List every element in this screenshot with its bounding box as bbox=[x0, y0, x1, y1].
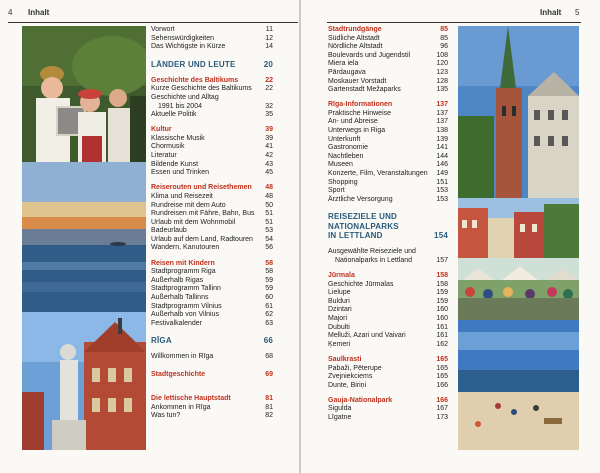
toc-entry-title: Rundreisen mit Fähre, Bahn, Bus bbox=[151, 210, 255, 218]
toc-entry-title: Das Wichtigste in Kürze bbox=[151, 43, 226, 51]
toc-entry-title: Nördliche Altstadt bbox=[328, 43, 383, 51]
toc-entry-title: Boulevards und Jugendstil bbox=[328, 51, 411, 59]
toc-entry-page: 85 bbox=[440, 26, 448, 33]
toc-entry-title: Ausgewählte Reiseziele und bbox=[328, 248, 416, 256]
toc-section-heading[interactable] bbox=[151, 395, 273, 404]
toc-entry-title: Reisen mit Kindern bbox=[151, 259, 215, 267]
toc-chapter-heading[interactable] bbox=[151, 337, 273, 347]
toc-entry-page: 39 bbox=[265, 134, 273, 142]
toc-section-heading[interactable] bbox=[328, 26, 448, 35]
toc-entry-page: 11 bbox=[265, 26, 273, 33]
toc-entry-title: Was tun? bbox=[151, 412, 181, 420]
toc-entry-page: 158 bbox=[436, 272, 448, 280]
left-page-number: 4 bbox=[8, 8, 13, 17]
toc-entry-page: 159 bbox=[436, 297, 448, 305]
toc-entry[interactable] bbox=[151, 303, 273, 312]
toc-entry[interactable] bbox=[328, 110, 448, 119]
toc-entry-page: 51 bbox=[265, 218, 273, 226]
toc-entry-title: Melluži, Azari und Vaivari bbox=[328, 332, 406, 340]
toc-entry-page: 54 bbox=[265, 235, 273, 243]
toc-entry-title: NATIONALPARKS bbox=[328, 221, 399, 231]
toc-entry-page: 81 bbox=[265, 403, 273, 411]
toc-entry[interactable] bbox=[151, 404, 273, 413]
toc-entry[interactable] bbox=[151, 26, 273, 35]
toc-entry-title: LÄNDER UND LEUTE bbox=[151, 59, 236, 69]
toc-entry[interactable] bbox=[151, 244, 273, 253]
toc-chapter-heading[interactable] bbox=[328, 232, 448, 242]
toc-right bbox=[328, 26, 448, 423]
toc-entry-page: 45 bbox=[265, 169, 273, 177]
toc-entry[interactable] bbox=[151, 227, 273, 236]
toc-entry[interactable] bbox=[328, 414, 448, 423]
toc-entry-page: 128 bbox=[436, 77, 448, 85]
toc-entry-page: 162 bbox=[436, 340, 448, 348]
toc-entry-page: 159 bbox=[436, 289, 448, 297]
toc-entry-title: Stadtprogramm Riga bbox=[151, 268, 216, 276]
toc-entry-page: 173 bbox=[436, 413, 448, 421]
toc-entry-page: 160 bbox=[436, 306, 448, 314]
toc-entry-page: 62 bbox=[265, 311, 273, 319]
toc-entry-title: Museen bbox=[328, 161, 353, 169]
toc-entry-page: 96 bbox=[440, 43, 448, 51]
left-header-rule bbox=[8, 22, 298, 23]
toc-entry-title: Urlaub auf dem Land, Radtouren bbox=[151, 235, 253, 243]
toc-entry[interactable] bbox=[328, 69, 448, 78]
toc-entry-page: 32 bbox=[265, 102, 273, 110]
toc-entry-title: Badeurlaub bbox=[151, 227, 187, 235]
toc-entry-title: Bulduri bbox=[328, 297, 350, 305]
toc-entry[interactable] bbox=[328, 161, 448, 170]
toc-entry[interactable] bbox=[151, 152, 273, 161]
toc-entry[interactable] bbox=[328, 78, 448, 87]
toc-entry-title: Stadtrundgänge bbox=[328, 26, 382, 33]
toc-entry[interactable] bbox=[328, 248, 448, 257]
toc-entry[interactable] bbox=[328, 52, 448, 61]
toc-entry-page: 165 bbox=[436, 355, 448, 363]
toc-entry[interactable] bbox=[328, 257, 448, 266]
toc-entry-page: 42 bbox=[265, 152, 273, 160]
toc-entry-title: RĪGA bbox=[151, 336, 172, 346]
photo-blackheads-house bbox=[22, 312, 146, 450]
toc-entry-title: Nationalparks in Lettland bbox=[335, 256, 413, 264]
toc-entry-page: 50 bbox=[265, 201, 273, 209]
toc-entry-title: Moskauer Vorstadt bbox=[328, 77, 387, 85]
toc-entry[interactable] bbox=[151, 85, 273, 94]
toc-entry-title: Unterkunft bbox=[328, 135, 361, 143]
toc-entry[interactable] bbox=[328, 127, 448, 136]
toc-left bbox=[151, 26, 273, 421]
toc-entry[interactable] bbox=[328, 298, 448, 307]
toc-entry-page: 123 bbox=[436, 68, 448, 76]
left-page-header: Inhalt bbox=[28, 8, 50, 17]
toc-entry-page: 161 bbox=[436, 323, 448, 331]
toc-entry[interactable] bbox=[151, 285, 273, 294]
toc-entry-page: 58 bbox=[265, 268, 273, 276]
toc-entry-title: Ärztliche Versorgung bbox=[328, 195, 393, 203]
toc-entry-title: Rīga-Informationen bbox=[328, 101, 393, 109]
toc-entry-page: 161 bbox=[436, 332, 448, 340]
toc-entry-title: Südliche Altstadt bbox=[328, 34, 380, 42]
photo-jurmala-beach bbox=[458, 320, 579, 450]
toc-entry-title: Pabaži, Pēterupe bbox=[328, 364, 382, 372]
toc-entry-page: 20 bbox=[263, 59, 273, 69]
toc-entry[interactable] bbox=[328, 315, 448, 324]
toc-entry-page: 48 bbox=[265, 192, 273, 200]
toc-entry-page: 48 bbox=[265, 184, 273, 192]
toc-entry-title: Essen und Trinken bbox=[151, 169, 209, 177]
toc-entry-title: Klassische Musik bbox=[151, 134, 205, 142]
toc-entry[interactable] bbox=[151, 236, 273, 245]
toc-entry-page: 69 bbox=[265, 370, 273, 378]
toc-entry-title: Geschichte und Alltag bbox=[151, 93, 219, 101]
toc-chapter-heading[interactable] bbox=[151, 61, 273, 71]
toc-section-heading[interactable] bbox=[151, 184, 273, 193]
toc-section-heading[interactable] bbox=[328, 272, 448, 281]
toc-entry[interactable] bbox=[328, 332, 448, 341]
toc-entry[interactable] bbox=[151, 103, 273, 112]
toc-entry-title: An- und Abreise bbox=[328, 118, 378, 126]
toc-entry[interactable] bbox=[151, 143, 273, 152]
photo-market-crowd bbox=[458, 258, 579, 320]
toc-entry-page: 137 bbox=[436, 118, 448, 126]
toc-entry[interactable] bbox=[328, 373, 448, 382]
toc-entry-title: Stadtgeschichte bbox=[151, 370, 206, 378]
toc-entry-page: 165 bbox=[436, 364, 448, 372]
toc-entry-page: 151 bbox=[436, 178, 448, 186]
toc-entry[interactable] bbox=[328, 382, 448, 391]
toc-spacer bbox=[151, 380, 273, 389]
toc-entry-page: 120 bbox=[436, 60, 448, 68]
right-page-header: Inhalt bbox=[540, 8, 562, 17]
toc-entry-page: 108 bbox=[436, 51, 448, 59]
toc-entry[interactable] bbox=[151, 294, 273, 303]
toc-entry[interactable] bbox=[328, 86, 448, 95]
toc-entry[interactable] bbox=[328, 281, 448, 290]
toc-entry[interactable] bbox=[151, 412, 273, 421]
toc-spacer bbox=[151, 362, 273, 371]
toc-entry-page: 60 bbox=[265, 293, 273, 301]
toc-entry[interactable] bbox=[328, 179, 448, 188]
right-page bbox=[301, 0, 600, 473]
toc-entry-title: Praktische Hinweise bbox=[328, 109, 392, 117]
toc-section-heading[interactable] bbox=[328, 397, 448, 406]
toc-entry-title: Aktuelle Politik bbox=[151, 111, 197, 119]
toc-entry-title: Gastronomie bbox=[328, 144, 369, 152]
toc-entry-title: Kultur bbox=[151, 126, 172, 134]
toc-entry[interactable] bbox=[328, 306, 448, 315]
toc-entry[interactable] bbox=[151, 210, 273, 219]
toc-entry[interactable] bbox=[328, 341, 448, 350]
toc-entry[interactable] bbox=[151, 135, 273, 144]
toc-entry-page: 167 bbox=[436, 405, 448, 413]
toc-entry-title: Willkommen in Rīga bbox=[151, 353, 214, 361]
toc-entry[interactable] bbox=[151, 277, 273, 286]
toc-entry-title: Wandern, Kanutouren bbox=[151, 244, 220, 252]
toc-entry[interactable] bbox=[151, 193, 273, 202]
toc-entry-page: 53 bbox=[265, 227, 273, 235]
toc-entry-page: 56 bbox=[265, 244, 273, 252]
toc-entry-page: 135 bbox=[436, 86, 448, 94]
toc-entry-page: 158 bbox=[436, 280, 448, 288]
toc-entry-page: 61 bbox=[265, 302, 273, 310]
toc-entry[interactable] bbox=[328, 196, 448, 205]
toc-entry-title: Vorwort bbox=[151, 26, 175, 33]
toc-entry-title: Rundreise mit dem Auto bbox=[151, 201, 226, 209]
toc-entry-title: Pārdaugava bbox=[328, 68, 366, 76]
toc-entry-page: 22 bbox=[265, 76, 273, 84]
toc-entry-title: Dubulti bbox=[328, 323, 350, 331]
toc-entry-page: 41 bbox=[265, 143, 273, 151]
toc-entry-title: Klima und Reisezeit bbox=[151, 192, 213, 200]
toc-entry[interactable] bbox=[151, 202, 273, 211]
toc-entry-page: 51 bbox=[265, 210, 273, 218]
toc-entry-title: Sehenswürdigkeiten bbox=[151, 34, 215, 42]
toc-entry-title: Chormusik bbox=[151, 143, 185, 151]
toc-entry[interactable] bbox=[328, 365, 448, 374]
toc-entry-page: 153 bbox=[436, 195, 448, 203]
toc-entry-title: Ankommen in Rīga bbox=[151, 403, 211, 411]
toc-entry-title: Literatur bbox=[151, 152, 177, 160]
toc-entry[interactable] bbox=[151, 161, 273, 170]
toc-entry-page: 149 bbox=[436, 170, 448, 177]
toc-entry-page: 58 bbox=[265, 259, 273, 267]
toc-entry[interactable] bbox=[328, 324, 448, 333]
toc-entry-title: Außerhalb Rigas bbox=[151, 276, 204, 284]
toc-entry[interactable] bbox=[328, 60, 448, 69]
toc-entry-page: 39 bbox=[265, 126, 273, 134]
photo-sea-sunset bbox=[22, 162, 146, 312]
toc-entry-page: 82 bbox=[265, 412, 273, 420]
toc-entry-page: 141 bbox=[436, 144, 448, 152]
toc-section-heading[interactable] bbox=[151, 126, 273, 135]
toc-entry-title: Kurze Geschichte des Baltikums bbox=[151, 85, 252, 93]
toc-entry-page: 66 bbox=[263, 336, 273, 346]
toc-entry-title: Ķemeri bbox=[328, 340, 351, 348]
toc-entry-page: 59 bbox=[265, 285, 273, 293]
toc-entry-page: 85 bbox=[440, 34, 448, 42]
photo-old-town-street bbox=[458, 198, 579, 258]
toc-entry-title: REISEZIELE UND bbox=[328, 212, 398, 222]
toc-entry-page: 59 bbox=[265, 276, 273, 284]
toc-entry-page: 146 bbox=[436, 161, 448, 169]
toc-entry-title: Reiserouten und Reisethemen bbox=[151, 184, 252, 192]
toc-entry[interactable] bbox=[151, 320, 273, 329]
toc-entry-title: 1991 bis 2004 bbox=[158, 102, 202, 110]
toc-entry-page: 153 bbox=[436, 187, 448, 195]
right-header-rule bbox=[327, 22, 581, 23]
toc-entry-title: Miera iela bbox=[328, 60, 359, 68]
toc-entry[interactable] bbox=[151, 311, 273, 320]
toc-entry-title: Konzerte, Film, Veranstaltungen bbox=[328, 170, 428, 177]
toc-entry-title: Stadtprogramm Tallinn bbox=[151, 285, 221, 293]
toc-entry-title: Unterwegs in Riga bbox=[328, 127, 386, 135]
toc-section-heading[interactable] bbox=[151, 371, 273, 380]
toc-entry-title: Sport bbox=[328, 187, 345, 195]
toc-entry[interactable] bbox=[328, 144, 448, 153]
toc-entry-title: Geschichte Jūrmalas bbox=[328, 280, 394, 288]
photo-riga-church-tower bbox=[458, 26, 579, 198]
toc-entry-title: Majori bbox=[328, 315, 348, 323]
toc-entry-title: Außerhalb Tallinns bbox=[151, 293, 209, 301]
toc-entry[interactable] bbox=[151, 94, 273, 103]
toc-entry-title: Festivalkalender bbox=[151, 319, 202, 327]
toc-entry-title: Līgatne bbox=[328, 413, 352, 421]
toc-section-heading[interactable] bbox=[151, 77, 273, 86]
toc-entry-page: 35 bbox=[265, 111, 273, 119]
toc-entry-title: Gauja-Nationalpark bbox=[328, 396, 393, 404]
toc-entry[interactable] bbox=[328, 35, 448, 44]
toc-entry[interactable] bbox=[328, 187, 448, 196]
toc-entry-page: 43 bbox=[265, 160, 273, 168]
toc-entry-title: Die lettische Hauptstadt bbox=[151, 395, 231, 402]
toc-entry-title: Shopping bbox=[328, 178, 358, 186]
toc-entry[interactable] bbox=[328, 118, 448, 127]
toc-entry[interactable] bbox=[328, 153, 448, 162]
toc-entry-page: 12 bbox=[265, 34, 273, 42]
toc-entry-title: Außerhalb von Vilnius bbox=[151, 311, 219, 319]
toc-entry-title: Lielupe bbox=[328, 289, 351, 297]
toc-section-heading[interactable] bbox=[328, 356, 448, 365]
toc-entry-page: 63 bbox=[265, 319, 273, 327]
toc-entry-title: Zvejniekciems bbox=[328, 373, 373, 381]
toc-entry-page: 22 bbox=[265, 85, 273, 93]
toc-entry-title: Stadtprogramm Vilnius bbox=[151, 302, 222, 310]
toc-entry[interactable] bbox=[328, 289, 448, 298]
toc-entry-page: 160 bbox=[436, 315, 448, 323]
toc-entry-title: Dunte, Biriņi bbox=[328, 381, 367, 389]
toc-entry[interactable] bbox=[151, 353, 273, 362]
toc-entry-page: 137 bbox=[436, 101, 448, 109]
right-page-number: 5 bbox=[575, 8, 580, 17]
photo-folk-musicians bbox=[22, 26, 146, 162]
toc-entry[interactable] bbox=[151, 111, 273, 120]
toc-entry-page: 166 bbox=[436, 396, 448, 404]
toc-section-heading[interactable] bbox=[328, 101, 448, 110]
toc-entry[interactable] bbox=[151, 43, 273, 52]
toc-entry-title: Jūrmala bbox=[328, 272, 355, 280]
toc-entry-page: 166 bbox=[436, 381, 448, 389]
toc-entry[interactable] bbox=[151, 35, 273, 44]
toc-entry-title: IN LETTLAND bbox=[328, 231, 383, 241]
toc-entry[interactable] bbox=[328, 136, 448, 145]
toc-entry-page: 68 bbox=[265, 353, 273, 361]
toc-entry-title: Nachtleben bbox=[328, 152, 364, 160]
toc-entry[interactable] bbox=[151, 268, 273, 277]
toc-entry[interactable] bbox=[328, 405, 448, 414]
toc-entry-page: 81 bbox=[265, 395, 273, 402]
toc-entry-title: Urlaub mit dem Wohnmobil bbox=[151, 218, 236, 226]
toc-entry-page: 165 bbox=[436, 373, 448, 381]
toc-entry-page: 157 bbox=[436, 256, 448, 264]
toc-entry-page: 14 bbox=[265, 43, 273, 51]
toc-entry-title: Gartenstadt Mežaparks bbox=[328, 86, 401, 94]
toc-entry-title: Dzintari bbox=[328, 306, 352, 314]
toc-entry-title: Saulkrasti bbox=[328, 355, 362, 363]
toc-entry-page: 144 bbox=[436, 152, 448, 160]
toc-section-heading[interactable] bbox=[151, 260, 273, 269]
toc-entry-page: 154 bbox=[434, 231, 448, 241]
toc-entry-title: Sigulda bbox=[328, 405, 352, 413]
toc-entry[interactable] bbox=[151, 169, 273, 178]
toc-entry-page: 138 bbox=[436, 127, 448, 135]
toc-entry-page: 137 bbox=[436, 109, 448, 117]
toc-entry-page: 139 bbox=[436, 135, 448, 143]
toc-entry[interactable] bbox=[328, 43, 448, 52]
toc-entry-title: Geschichte des Baltikums bbox=[151, 76, 239, 84]
toc-entry[interactable] bbox=[151, 219, 273, 228]
toc-entry[interactable] bbox=[328, 170, 448, 179]
left-page bbox=[0, 0, 299, 473]
toc-entry-title: Bildende Kunst bbox=[151, 160, 199, 168]
